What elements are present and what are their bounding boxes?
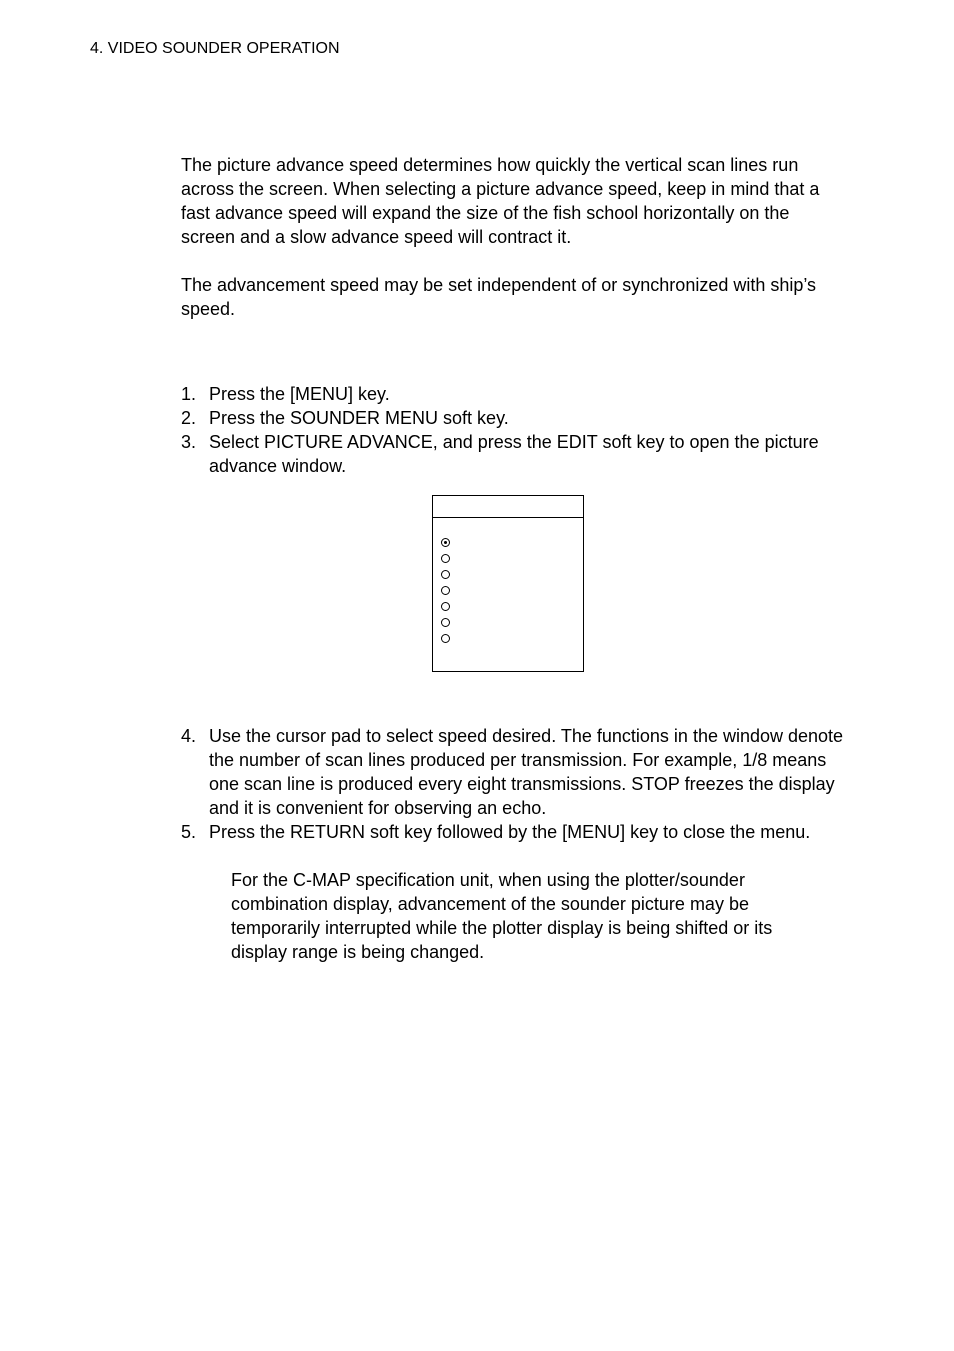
window-title-bar <box>433 496 583 518</box>
step-number: 1. <box>181 384 197 404</box>
speed-option-radio-6[interactable] <box>441 618 450 627</box>
step-text: Press the RETURN soft key followed by the [MENU] key to close the menu. <box>209 822 811 842</box>
speed-option-radio-1[interactable] <box>441 538 450 547</box>
step-number: 4. <box>181 726 197 746</box>
step-text: Press the [MENU] key. <box>209 384 390 404</box>
speed-option-list <box>441 538 450 650</box>
step-text: Press the SOUNDER MENU soft key. <box>209 408 509 428</box>
step-item <box>181 820 846 844</box>
step-number: 3. <box>181 432 197 452</box>
step-item <box>181 382 846 406</box>
step-text: Select PICTURE ADVANCE, and press the EDIT soft key to open the picture advance window. <box>209 432 819 476</box>
step-item <box>181 406 846 430</box>
intro-paragraph: The picture advance speed determines how quickly the vertical scan lines run across the screen. When selecting a picture advance speed, keep in mind that a fast advance speed will expand the size of the fish school horizontally on the screen and a slow advance speed will contract it. <box>181 155 820 247</box>
step-number: 2. <box>181 408 197 428</box>
sync-paragraph: The advancement speed may be set independent of or synchronized with ship’s speed. <box>181 275 817 319</box>
speed-option-radio-2[interactable] <box>441 554 450 563</box>
picture-advance-window <box>432 495 584 672</box>
speed-option-radio-4[interactable] <box>441 586 450 595</box>
step-text: Use the cursor pad to select speed desired. The functions in the window denote the number of scan lines produced per transmission. For example, 1/8 means one scan line is produced every eight transmissions. STOP freezes the display and it is convenient for observing an echo. <box>209 726 844 818</box>
step-item <box>181 430 846 478</box>
procedure-steps-a <box>181 382 846 478</box>
cmap-note: For the C-MAP specification unit, when using the plotter/sounder combination display, advancement of the sounder picture may be temporarily interrupted while the plotter display is being shifted or its display range is being changed. <box>231 870 773 962</box>
step-number: 5. <box>181 822 197 842</box>
speed-option-radio-5[interactable] <box>441 602 450 611</box>
speed-option-radio-7[interactable] <box>441 634 450 643</box>
page-header: 4. VIDEO SOUNDER OPERATION <box>90 40 340 57</box>
speed-option-radio-3[interactable] <box>441 570 450 579</box>
procedure-steps-b <box>181 724 846 844</box>
step-item <box>181 724 846 820</box>
